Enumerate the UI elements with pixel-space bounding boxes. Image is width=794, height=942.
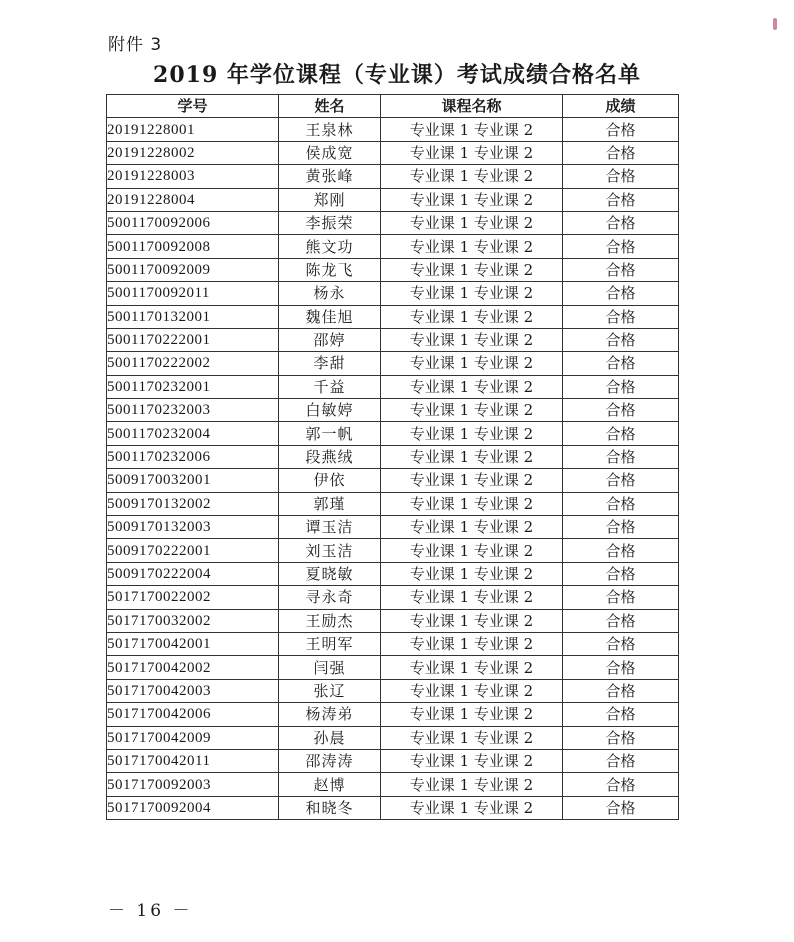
table-header <box>107 95 679 118</box>
course-name-cell: 专业课 1 专业课 2 <box>381 328 563 351</box>
score-cell: 合格 <box>563 165 679 188</box>
course-name-cell: 专业课 1 专业课 2 <box>381 516 563 539</box>
student-id-cell: 5009170032001 <box>107 469 279 492</box>
student-name-cell: 刘玉洁 <box>279 539 381 562</box>
document-title: 2019 年学位课程（专业课）考试成绩合格名单 <box>153 62 641 88</box>
header-student-id: 学号 <box>107 95 279 118</box>
student-id-cell: 5001170092006 <box>107 211 279 234</box>
student-id-cell: 5017170092003 <box>107 773 279 796</box>
course-name-cell: 专业课 1 专业课 2 <box>381 141 563 164</box>
course-name-cell: 专业课 1 专业课 2 <box>381 679 563 702</box>
student-name-cell: 伊依 <box>279 469 381 492</box>
course-name-cell: 专业课 1 专业课 2 <box>381 726 563 749</box>
table-row <box>107 399 679 422</box>
table-row <box>107 445 679 468</box>
course-name-cell: 专业课 1 专业课 2 <box>381 632 563 655</box>
table-row <box>107 586 679 609</box>
student-name-cell: 和晓冬 <box>279 796 381 819</box>
student-name-cell: 孙晨 <box>279 726 381 749</box>
student-id-cell: 5001170222001 <box>107 328 279 351</box>
scan-mark <box>773 18 777 30</box>
table-row <box>107 422 679 445</box>
table-row <box>107 796 679 819</box>
score-cell: 合格 <box>563 796 679 819</box>
student-name-cell: 侯成宽 <box>279 141 381 164</box>
course-name-cell: 专业课 1 专业课 2 <box>381 749 563 772</box>
student-id-cell: 5017170042011 <box>107 749 279 772</box>
table-row <box>107 211 679 234</box>
student-id-cell: 20191228002 <box>107 141 279 164</box>
student-name-cell: 杨涛弟 <box>279 703 381 726</box>
score-cell: 合格 <box>563 235 679 258</box>
student-id-cell: 20191228001 <box>107 118 279 141</box>
student-name-cell: 李振荣 <box>279 211 381 234</box>
student-id-cell: 5009170132002 <box>107 492 279 515</box>
student-id-cell: 5001170232004 <box>107 422 279 445</box>
course-name-cell: 专业课 1 专业课 2 <box>381 352 563 375</box>
course-name-cell: 专业课 1 专业课 2 <box>381 445 563 468</box>
table-row <box>107 632 679 655</box>
student-id-cell: 5017170042001 <box>107 632 279 655</box>
table-row <box>107 516 679 539</box>
student-id-cell: 5001170232001 <box>107 375 279 398</box>
student-id-cell: 20191228003 <box>107 165 279 188</box>
student-name-cell: 郑刚 <box>279 188 381 211</box>
course-name-cell: 专业课 1 专业课 2 <box>381 211 563 234</box>
table-row <box>107 539 679 562</box>
student-id-cell: 5009170132003 <box>107 516 279 539</box>
score-cell: 合格 <box>563 492 679 515</box>
score-cell: 合格 <box>563 258 679 281</box>
course-name-cell: 专业课 1 专业课 2 <box>381 796 563 819</box>
course-name-cell: 专业课 1 专业课 2 <box>381 399 563 422</box>
student-name-cell: 王泉林 <box>279 118 381 141</box>
student-id-cell: 5009170222001 <box>107 539 279 562</box>
student-name-cell: 郭瑾 <box>279 492 381 515</box>
table-row <box>107 328 679 351</box>
student-name-cell: 赵博 <box>279 773 381 796</box>
student-name-cell: 寻永奇 <box>279 586 381 609</box>
student-id-cell: 5001170132001 <box>107 305 279 328</box>
student-id-cell: 5017170042002 <box>107 656 279 679</box>
student-id-cell: 5017170022002 <box>107 586 279 609</box>
score-cell: 合格 <box>563 679 679 702</box>
score-cell: 合格 <box>563 118 679 141</box>
table-row <box>107 118 679 141</box>
course-name-cell: 专业课 1 专业课 2 <box>381 422 563 445</box>
student-id-cell: 5001170092011 <box>107 282 279 305</box>
table-body <box>107 118 679 820</box>
student-name-cell: 邵涛涛 <box>279 749 381 772</box>
course-name-cell: 专业课 1 专业课 2 <box>381 562 563 585</box>
student-name-cell: 郭一帆 <box>279 422 381 445</box>
student-name-cell: 王明军 <box>279 632 381 655</box>
table-row <box>107 282 679 305</box>
score-cell: 合格 <box>563 586 679 609</box>
course-name-cell: 专业课 1 专业课 2 <box>381 235 563 258</box>
student-id-cell: 5017170032002 <box>107 609 279 632</box>
student-id-cell: 5001170092009 <box>107 258 279 281</box>
table-row <box>107 352 679 375</box>
table-row <box>107 305 679 328</box>
student-name-cell: 千益 <box>279 375 381 398</box>
student-id-cell: 5017170042006 <box>107 703 279 726</box>
course-name-cell: 专业课 1 专业课 2 <box>381 773 563 796</box>
table-row <box>107 141 679 164</box>
score-cell: 合格 <box>563 352 679 375</box>
course-name-cell: 专业课 1 专业课 2 <box>381 492 563 515</box>
student-name-cell: 夏晓敏 <box>279 562 381 585</box>
student-id-cell: 5017170042009 <box>107 726 279 749</box>
table-row <box>107 258 679 281</box>
student-name-cell: 邵婷 <box>279 328 381 351</box>
course-name-cell: 专业课 1 专业课 2 <box>381 469 563 492</box>
student-name-cell: 杨永 <box>279 282 381 305</box>
score-cell: 合格 <box>563 749 679 772</box>
table-row <box>107 165 679 188</box>
page-number: － 16 － <box>108 901 193 921</box>
table-row <box>107 656 679 679</box>
score-cell: 合格 <box>563 211 679 234</box>
score-cell: 合格 <box>563 375 679 398</box>
course-name-cell: 专业课 1 专业课 2 <box>381 586 563 609</box>
course-name-cell: 专业课 1 专业课 2 <box>381 375 563 398</box>
student-name-cell: 白敏婷 <box>279 399 381 422</box>
student-name-cell: 王励杰 <box>279 609 381 632</box>
table-row <box>107 726 679 749</box>
table-row <box>107 679 679 702</box>
table-row <box>107 469 679 492</box>
score-cell: 合格 <box>563 305 679 328</box>
student-id-cell: 5001170232006 <box>107 445 279 468</box>
course-name-cell: 专业课 1 专业课 2 <box>381 305 563 328</box>
score-cell: 合格 <box>563 726 679 749</box>
table-row <box>107 492 679 515</box>
score-cell: 合格 <box>563 399 679 422</box>
attachment-label: 附件 3 <box>108 35 163 55</box>
table-row <box>107 235 679 258</box>
score-cell: 合格 <box>563 445 679 468</box>
course-name-cell: 专业课 1 专业课 2 <box>381 118 563 141</box>
student-id-cell: 5001170232003 <box>107 399 279 422</box>
score-cell: 合格 <box>563 562 679 585</box>
score-cell: 合格 <box>563 656 679 679</box>
student-name-cell: 熊文功 <box>279 235 381 258</box>
score-cell: 合格 <box>563 609 679 632</box>
student-name-cell: 李甜 <box>279 352 381 375</box>
results-table <box>106 94 679 820</box>
student-name-cell: 闫强 <box>279 656 381 679</box>
student-name-cell: 陈龙飞 <box>279 258 381 281</box>
score-cell: 合格 <box>563 282 679 305</box>
student-name-cell: 张辽 <box>279 679 381 702</box>
score-cell: 合格 <box>563 188 679 211</box>
score-cell: 合格 <box>563 632 679 655</box>
student-name-cell: 段燕绒 <box>279 445 381 468</box>
table-row <box>107 773 679 796</box>
header-course: 课程名称 <box>381 95 563 118</box>
score-cell: 合格 <box>563 703 679 726</box>
student-id-cell: 5017170042003 <box>107 679 279 702</box>
header-row <box>107 95 679 118</box>
course-name-cell: 专业课 1 专业课 2 <box>381 282 563 305</box>
course-name-cell: 专业课 1 专业课 2 <box>381 656 563 679</box>
score-cell: 合格 <box>563 141 679 164</box>
score-cell: 合格 <box>563 539 679 562</box>
student-id-cell: 20191228004 <box>107 188 279 211</box>
score-cell: 合格 <box>563 328 679 351</box>
score-cell: 合格 <box>563 469 679 492</box>
course-name-cell: 专业课 1 专业课 2 <box>381 539 563 562</box>
student-name-cell: 魏佳旭 <box>279 305 381 328</box>
table-row <box>107 703 679 726</box>
score-cell: 合格 <box>563 422 679 445</box>
table-row <box>107 749 679 772</box>
course-name-cell: 专业课 1 专业课 2 <box>381 188 563 211</box>
student-name-cell: 谭玉洁 <box>279 516 381 539</box>
table-row <box>107 562 679 585</box>
score-cell: 合格 <box>563 773 679 796</box>
table-row <box>107 188 679 211</box>
table-row <box>107 609 679 632</box>
student-name-cell: 黄张峰 <box>279 165 381 188</box>
course-name-cell: 专业课 1 专业课 2 <box>381 609 563 632</box>
course-name-cell: 专业课 1 专业课 2 <box>381 165 563 188</box>
student-id-cell: 5009170222004 <box>107 562 279 585</box>
header-name: 姓名 <box>279 95 381 118</box>
student-id-cell: 5001170092008 <box>107 235 279 258</box>
student-id-cell: 5017170092004 <box>107 796 279 819</box>
course-name-cell: 专业课 1 专业课 2 <box>381 703 563 726</box>
table-row <box>107 375 679 398</box>
course-name-cell: 专业课 1 专业课 2 <box>381 258 563 281</box>
student-id-cell: 5001170222002 <box>107 352 279 375</box>
header-score: 成绩 <box>563 95 679 118</box>
score-cell: 合格 <box>563 516 679 539</box>
